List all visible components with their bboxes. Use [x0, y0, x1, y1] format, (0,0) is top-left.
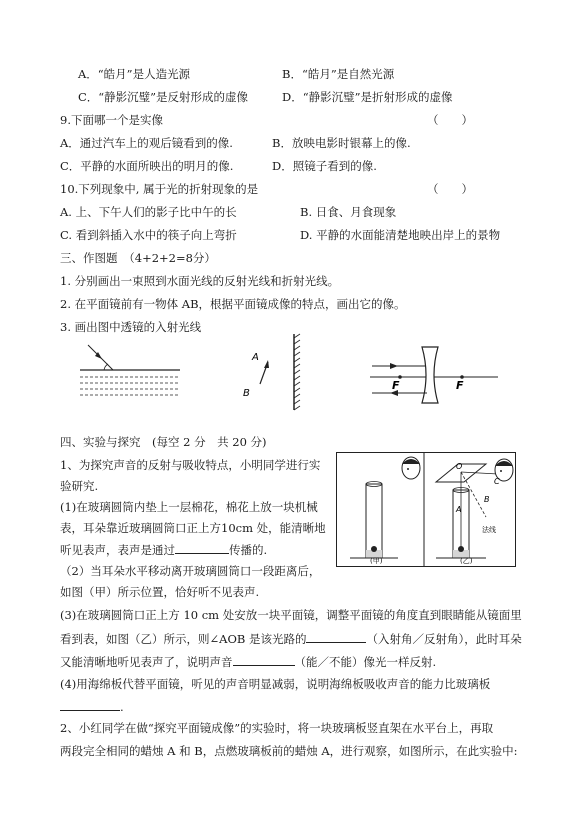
q10-option-d: D. 平静的水面能清楚地映出岸上的景物: [300, 228, 501, 242]
answer-blank-angle[interactable]: [306, 630, 366, 643]
q9-stem: 9.下面哪一个是实像: [60, 113, 163, 127]
concave-lens-figure: [370, 345, 500, 405]
focal-label-left: F: [392, 379, 400, 392]
q9-option-a: A．通过汽车上的观后镜看到的像.: [60, 136, 233, 150]
section3-title: 三、作图题 （4+2+2=8分）: [60, 251, 216, 265]
q9-option-b: B．放映电影时银幕上的像.: [272, 136, 411, 150]
section3-q1: 1. 分别画出一束照到水面光线的反射光线和折射光线。: [60, 274, 340, 288]
q8-option-b: B．“皓月”是自然光源: [282, 67, 395, 81]
section4-title: 四、实验与探究 (每空 2 分 共 20 分): [60, 435, 267, 449]
section4-p3-line3-tail: （能／不能）像光一样反射.: [294, 655, 437, 669]
q9-option-c: C．平静的水面所映出的明月的像.: [60, 159, 234, 173]
plane-mirror-figure: [240, 332, 310, 412]
section4-p1-line3: (1)在玻璃圆筒内垫上一层棉花，棉花上放一块机械: [60, 500, 318, 514]
section4-p4-line2: [60, 698, 124, 715]
q9-answer-paren: （ ）: [427, 113, 473, 127]
section4-p3-line3: [60, 653, 436, 670]
answer-blank-reflect[interactable]: [233, 653, 295, 666]
q10-answer-paren: （ ）: [427, 182, 473, 196]
panel-label-jia: (甲): [370, 557, 383, 565]
section3-q2: 2. 在平面镜前有一物体 AB，根据平面镜成像的特点，画出它的像。: [60, 297, 406, 311]
q8-option-d: D．“静影沉璧”是折射形成的虚像: [282, 90, 453, 104]
q10-stem: 10.下列现象中, 属于光的折射现象的是: [60, 182, 259, 196]
section4-q2-line1: 2、小红同学在做“探究平面镜成像”的实验时，将一块玻璃板竖直架在水平台上，再取: [60, 721, 494, 735]
section4-p1-line5-tail: 传播的.: [229, 543, 268, 557]
section4-p3-line3-text: 又能清晰地听见表声了，说明声音: [60, 655, 233, 669]
figure-label-o: O: [456, 462, 463, 471]
section4-p4-line1: (4)用海绵板代替平面镜，听见的声音明显减弱，说明海绵板吸收声音的能力比玻璃板: [60, 677, 491, 691]
figure-label-c-yi: C: [494, 477, 500, 486]
q10-option-a: A. 上、下午人们的影子比中午的长: [60, 205, 237, 219]
q8-option-c: C．“静影沉璧”是反射形成的虚像: [78, 90, 249, 104]
section4-p4-line2-tail: .: [120, 700, 124, 714]
q10-option-b: B. 日食、月食现象: [300, 205, 397, 219]
section4-p1-line4: 表，耳朵靠近玻璃圆筒口正上方10cm 处，能清晰地: [60, 521, 326, 535]
water-surface-figure: [80, 345, 190, 405]
panel-label-yi: (乙): [460, 557, 473, 565]
q8-option-a: A．“皓月”是人造光源: [78, 67, 191, 81]
q9-option-d: D．照镜子看到的像.: [272, 159, 377, 173]
answer-blank-medium[interactable]: [175, 541, 229, 554]
section3-q3: 3. 画出图中透镜的入射光线: [60, 320, 202, 334]
q10-option-c: C. 看到斜插入水中的筷子向上弯折: [60, 228, 237, 242]
section4-p3-line2-text: 看到表，如图（乙）所示，则∠AOB 是该光路的: [60, 632, 307, 646]
figure-label-b-yi: B: [484, 495, 490, 504]
section4-p1-line1: 1、为探究声音的反射与吸收特点，小明同学进行实: [60, 458, 321, 472]
section4-p1-line2: 验研究.: [60, 479, 99, 493]
section4-p2-line1: （2）当耳朵水平移动离开玻璃圆筒口一段距离后，: [60, 564, 321, 578]
focal-label-right: F: [456, 379, 464, 392]
answer-blank-absorb[interactable]: [60, 698, 120, 711]
section4-p3-line1: (3)在玻璃圆筒口正上方 10 cm 处安放一块平面镜，调整平面镜的角度直到眼睛能从镜面里: [60, 608, 522, 622]
section4-p1-line5-text: 听见表声，表声是通过: [60, 543, 175, 557]
section4-p3-line2: [60, 630, 522, 647]
section4-q2-line2: 两段完全相同的蜡烛 A 和 B，点燃玻璃板前的蜡烛 A，进行观察，如图所示，在此实验中:: [60, 744, 518, 758]
figure-label-a: A: [252, 352, 259, 363]
sound-experiment-figure: [336, 452, 516, 567]
section4-p3-line2-tail: （入射角／反射角），此时耳朵: [366, 632, 522, 646]
section4-p2-line2: 如图（甲）所示位置，恰好听不见表声.: [60, 585, 260, 599]
figure-label-a-yi: A: [456, 505, 462, 514]
figure-label-b: B: [243, 388, 250, 399]
normal-line-label: 法线: [482, 526, 496, 534]
section4-p1-line5: [60, 541, 267, 558]
